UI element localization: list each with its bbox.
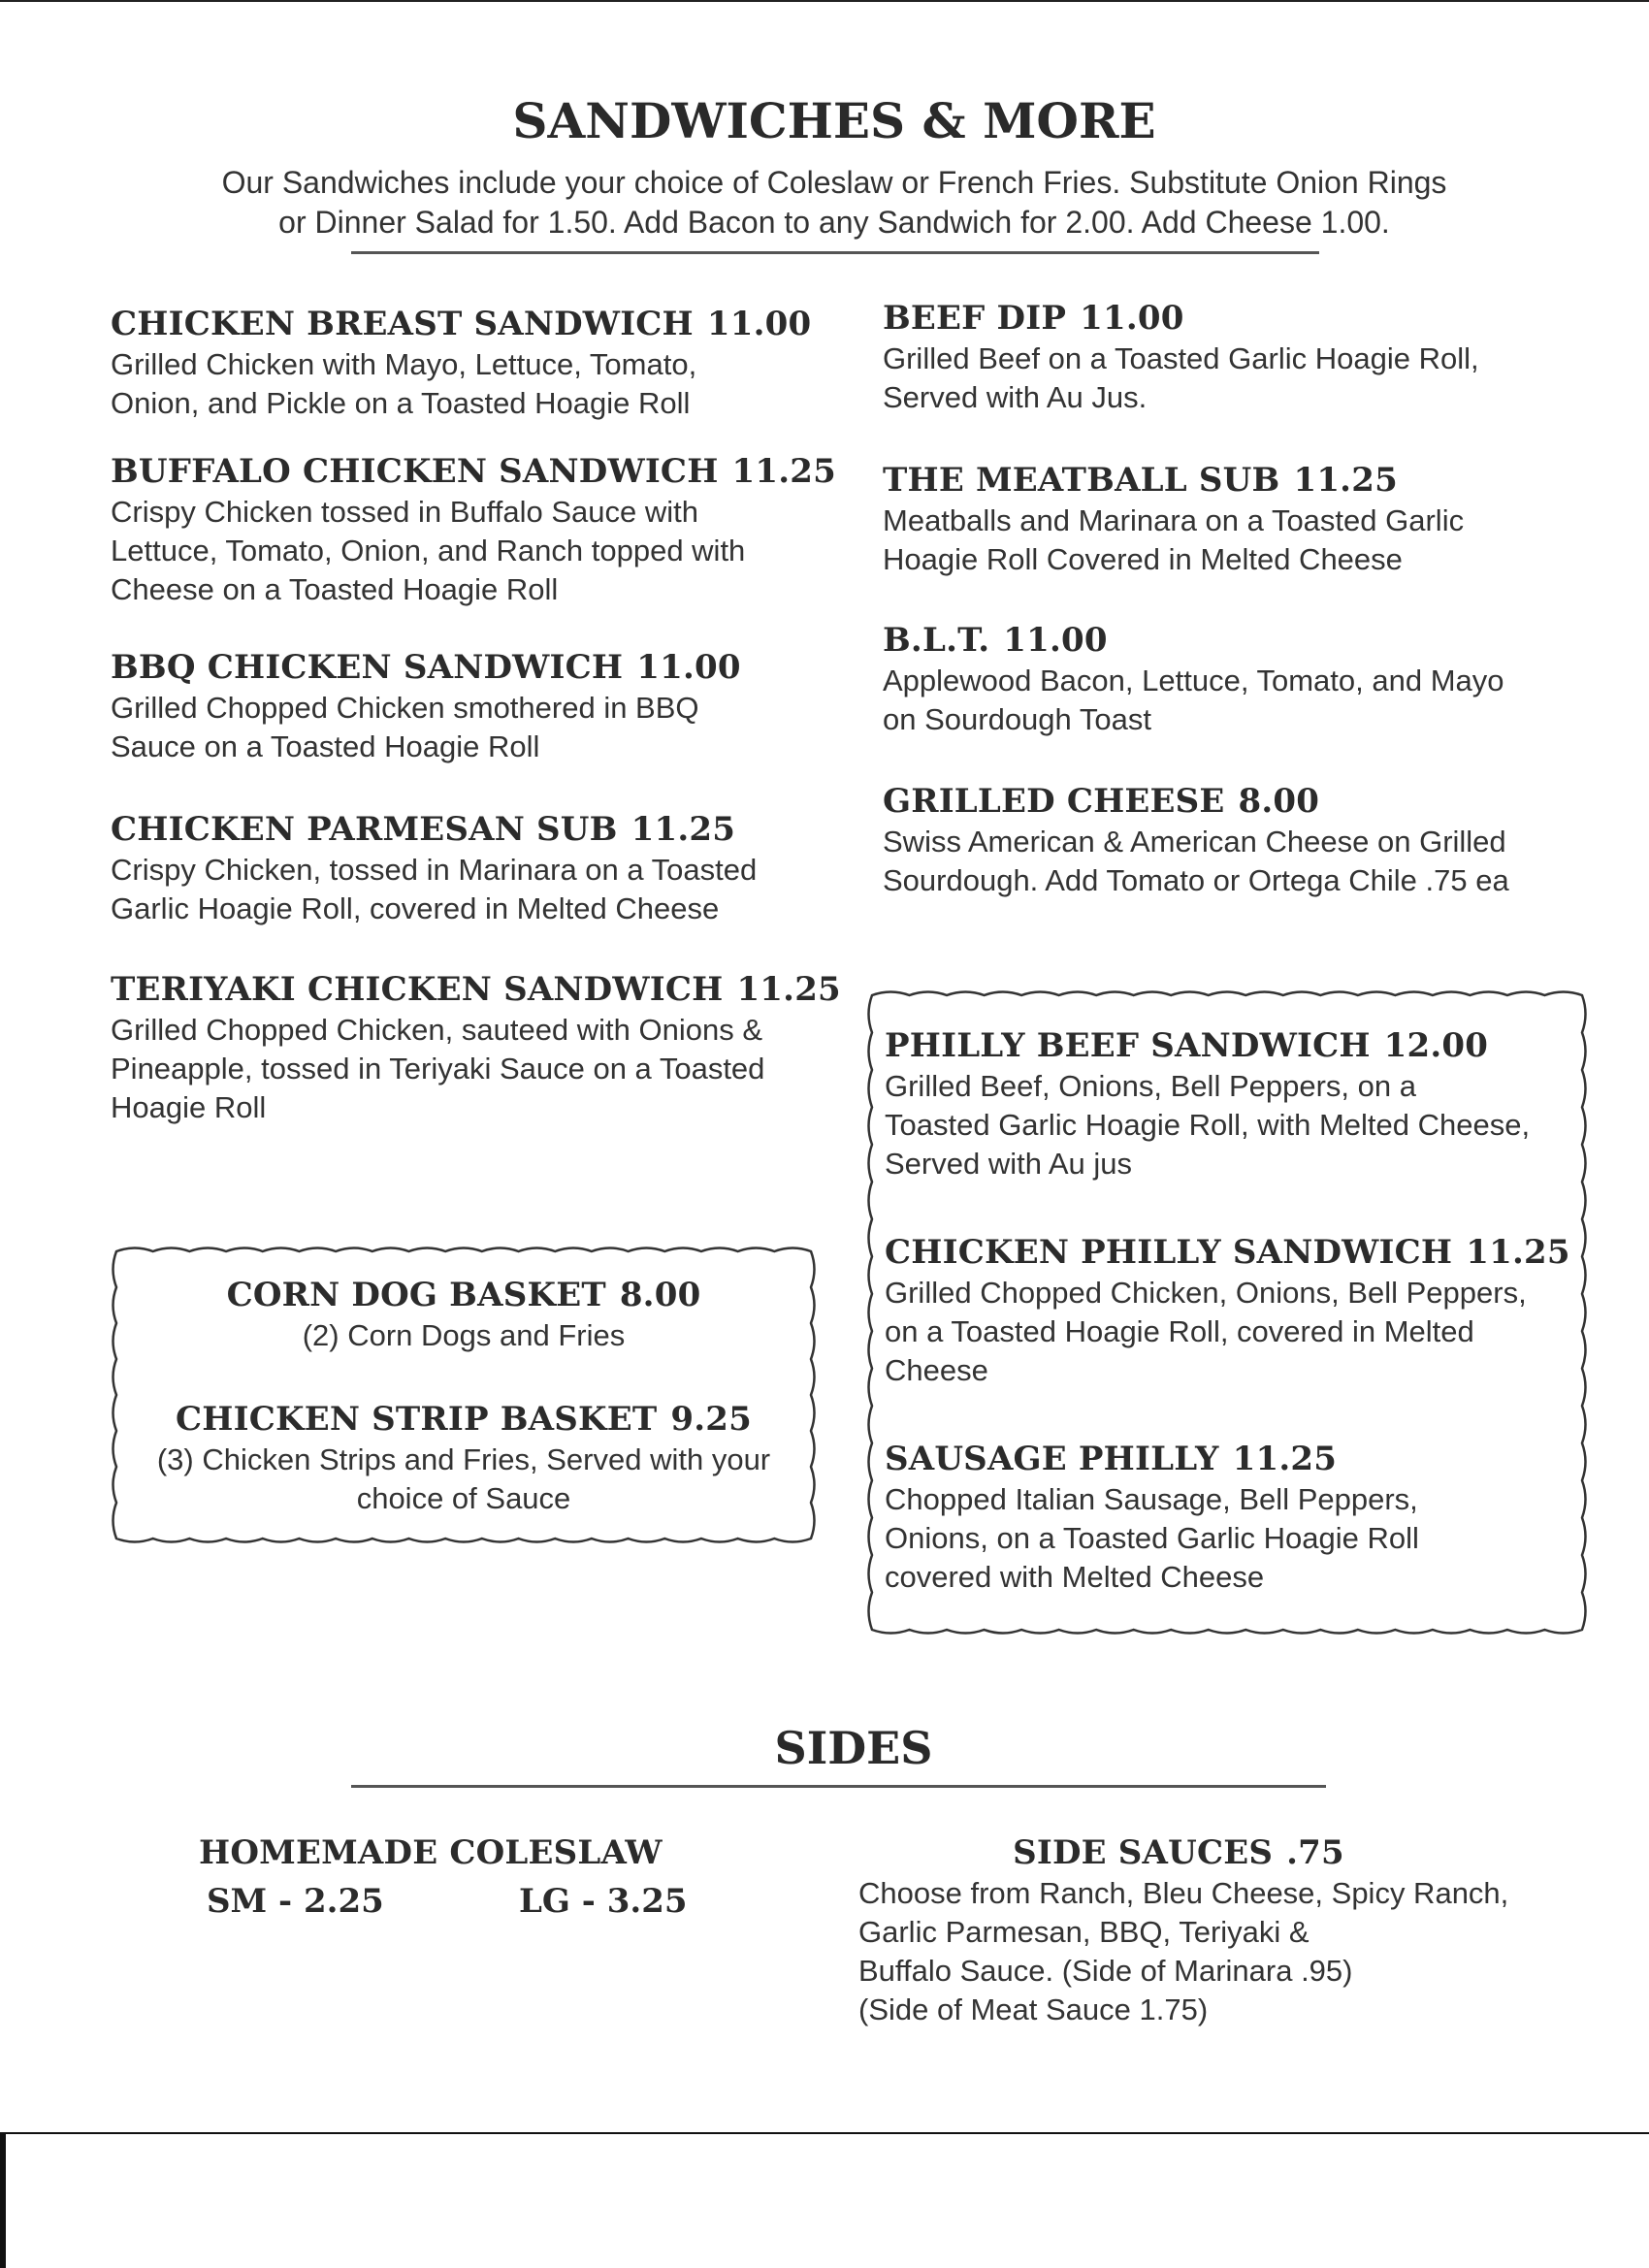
menu-item-sausage-philly [885,1440,1419,1597]
item-description: Choose from Ranch, Bleu Cheese, Spicy Ranch, Garlic Parmesan, BBQ, Teriyaki & Buffalo Sauce. (Side of Marinara .95) (Side of Meat Sauce 1.75) [858,1876,1509,2026]
item-description: Applewood Bacon, Lettuce, Tomato, and Mayo on Sourdough Toast [883,664,1504,736]
page-title: SANDWICHES & MORE [512,92,1156,149]
item-description: Crispy Chicken tossed in Buffalo Sauce with Lettuce, Tomato, Onion, and Ranch topped with Cheese on a Toasted Hoagie Roll [111,495,746,606]
menu-item-chicken-strip-basket [109,1400,819,1518]
item-name: PHILLY BEEF SANDWICH 12.00 [885,1026,1489,1065]
menu-item-teriyaki-chicken-sandwich [111,970,841,1127]
menu-item-chicken-breast-sandwich [111,305,811,423]
menu-item-beef-dip [883,299,1479,417]
side-item-side-sauces [858,1833,1596,2029]
item-name: BEEF DIP 11.00 [883,299,1184,338]
item-description: Swiss American & American Cheese on Grilled Sourdough. Add Tomato or Ortega Chile .75 ea [883,825,1509,897]
item-name: SAUSAGE PHILLY 11.25 [885,1440,1338,1478]
item-description: Grilled Beef, Onions, Bell Peppers, on a Toasted Garlic Hoagie Roll, with Melted Cheese, Served with Au jus [885,1069,1531,1181]
item-description: Chopped Italian Sausage, Bell Peppers, Onions, on a Toasted Garlic Hoagie Roll covered with Melted Cheese [885,1482,1419,1594]
menu-item-buffalo-chicken-sandwich [111,452,836,609]
scan-bottom-edge [0,2132,1649,2134]
scan-top-edge [0,0,1649,2]
item-description: Grilled Chopped Chicken, Onions, Bell Peppers, on a Toasted Hoagie Roll, covered in Melted Cheese [885,1276,1527,1387]
item-name: BUFFALO CHICKEN SANDWICH 11.25 [111,452,836,491]
menu-item-meatball-sub [883,461,1464,579]
menu-item-corn-dog-basket [109,1276,819,1355]
header-divider [351,251,1319,254]
item-description: Grilled Beef on a Toasted Garlic Hoagie Roll, Served with Au Jus. [883,341,1479,414]
item-name: BBQ CHICKEN SANDWICH 11.00 [111,648,741,687]
item-description: Meatballs and Marinara on a Toasted Garlic Hoagie Roll Covered in Melted Cheese [883,503,1465,576]
item-description: Crispy Chicken, tossed in Marinara on a Toasted Garlic Hoagie Roll, covered in Melted Cheese [111,853,758,925]
item-name: GRILLED CHEESE 8.00 [883,782,1320,821]
item-name: HOMEMADE COLESLAW [199,1833,663,1872]
menu-item-chicken-parmesan-sub [111,810,757,928]
item-name: CORN DOG BASKET 8.00 [226,1276,701,1314]
item-name: CHICKEN BREAST SANDWICH 11.00 [111,305,812,343]
item-name: CHICKEN STRIP BASKET 9.25 [176,1400,752,1439]
side-item-homemade-coleslaw [199,1833,663,1872]
item-name: SIDE SAUCES .75 [1013,1833,1344,1872]
menu-item-philly-beef-sandwich [885,1026,1530,1183]
item-description: (3) Chicken Strips and Fries, Served with your choice of Sauce [156,1442,771,1515]
menu-item-blt [883,621,1504,739]
sides-divider [351,1785,1326,1788]
item-name: B.L.T. 11.00 [883,621,1108,660]
item-name: THE MEATBALL SUB 11.25 [883,461,1398,500]
coleslaw-small-price: SM - 2.25 [207,1882,384,1921]
item-description: (2) Corn Dogs and Fries [302,1318,626,1352]
item-description: Grilled Chopped Chicken, sauteed with Onions & Pineapple, tossed in Teriyaki Sauce on a Toasted Hoagie Roll [111,1013,765,1124]
intro-line-2: or Dinner Salad for 1.50. Add Bacon to any Sandwich for 2.00. Add Cheese 1.00. [278,205,1390,240]
menu-intro [146,163,1523,243]
item-name: CHICKEN PHILLY SANDWICH 11.25 [885,1233,1570,1272]
scan-left-mark [0,2132,6,2268]
sides-section-title: SIDES [774,1722,933,1774]
scan-bottom-area [0,2134,1649,2268]
menu-item-chicken-philly-sandwich [885,1233,1570,1390]
menu-item-grilled-cheese [883,782,1509,900]
item-name: TERIYAKI CHICKEN SANDWICH 11.25 [111,970,841,1009]
item-description: Grilled Chopped Chicken smothered in BBQ Sauce on a Toasted Hoagie Roll [111,691,699,763]
item-name: CHICKEN PARMESAN SUB 11.25 [111,810,736,849]
item-description: Grilled Chicken with Mayo, Lettuce, Tomato, Onion, and Pickle on a Toasted Hoagie Roll [111,347,697,420]
intro-line-1: Our Sandwiches include your choice of Coleslaw or French Fries. Substitute Onion Rings [221,165,1447,200]
coleslaw-large-price: LG - 3.25 [519,1882,688,1921]
menu-item-bbq-chicken-sandwich [111,648,741,766]
